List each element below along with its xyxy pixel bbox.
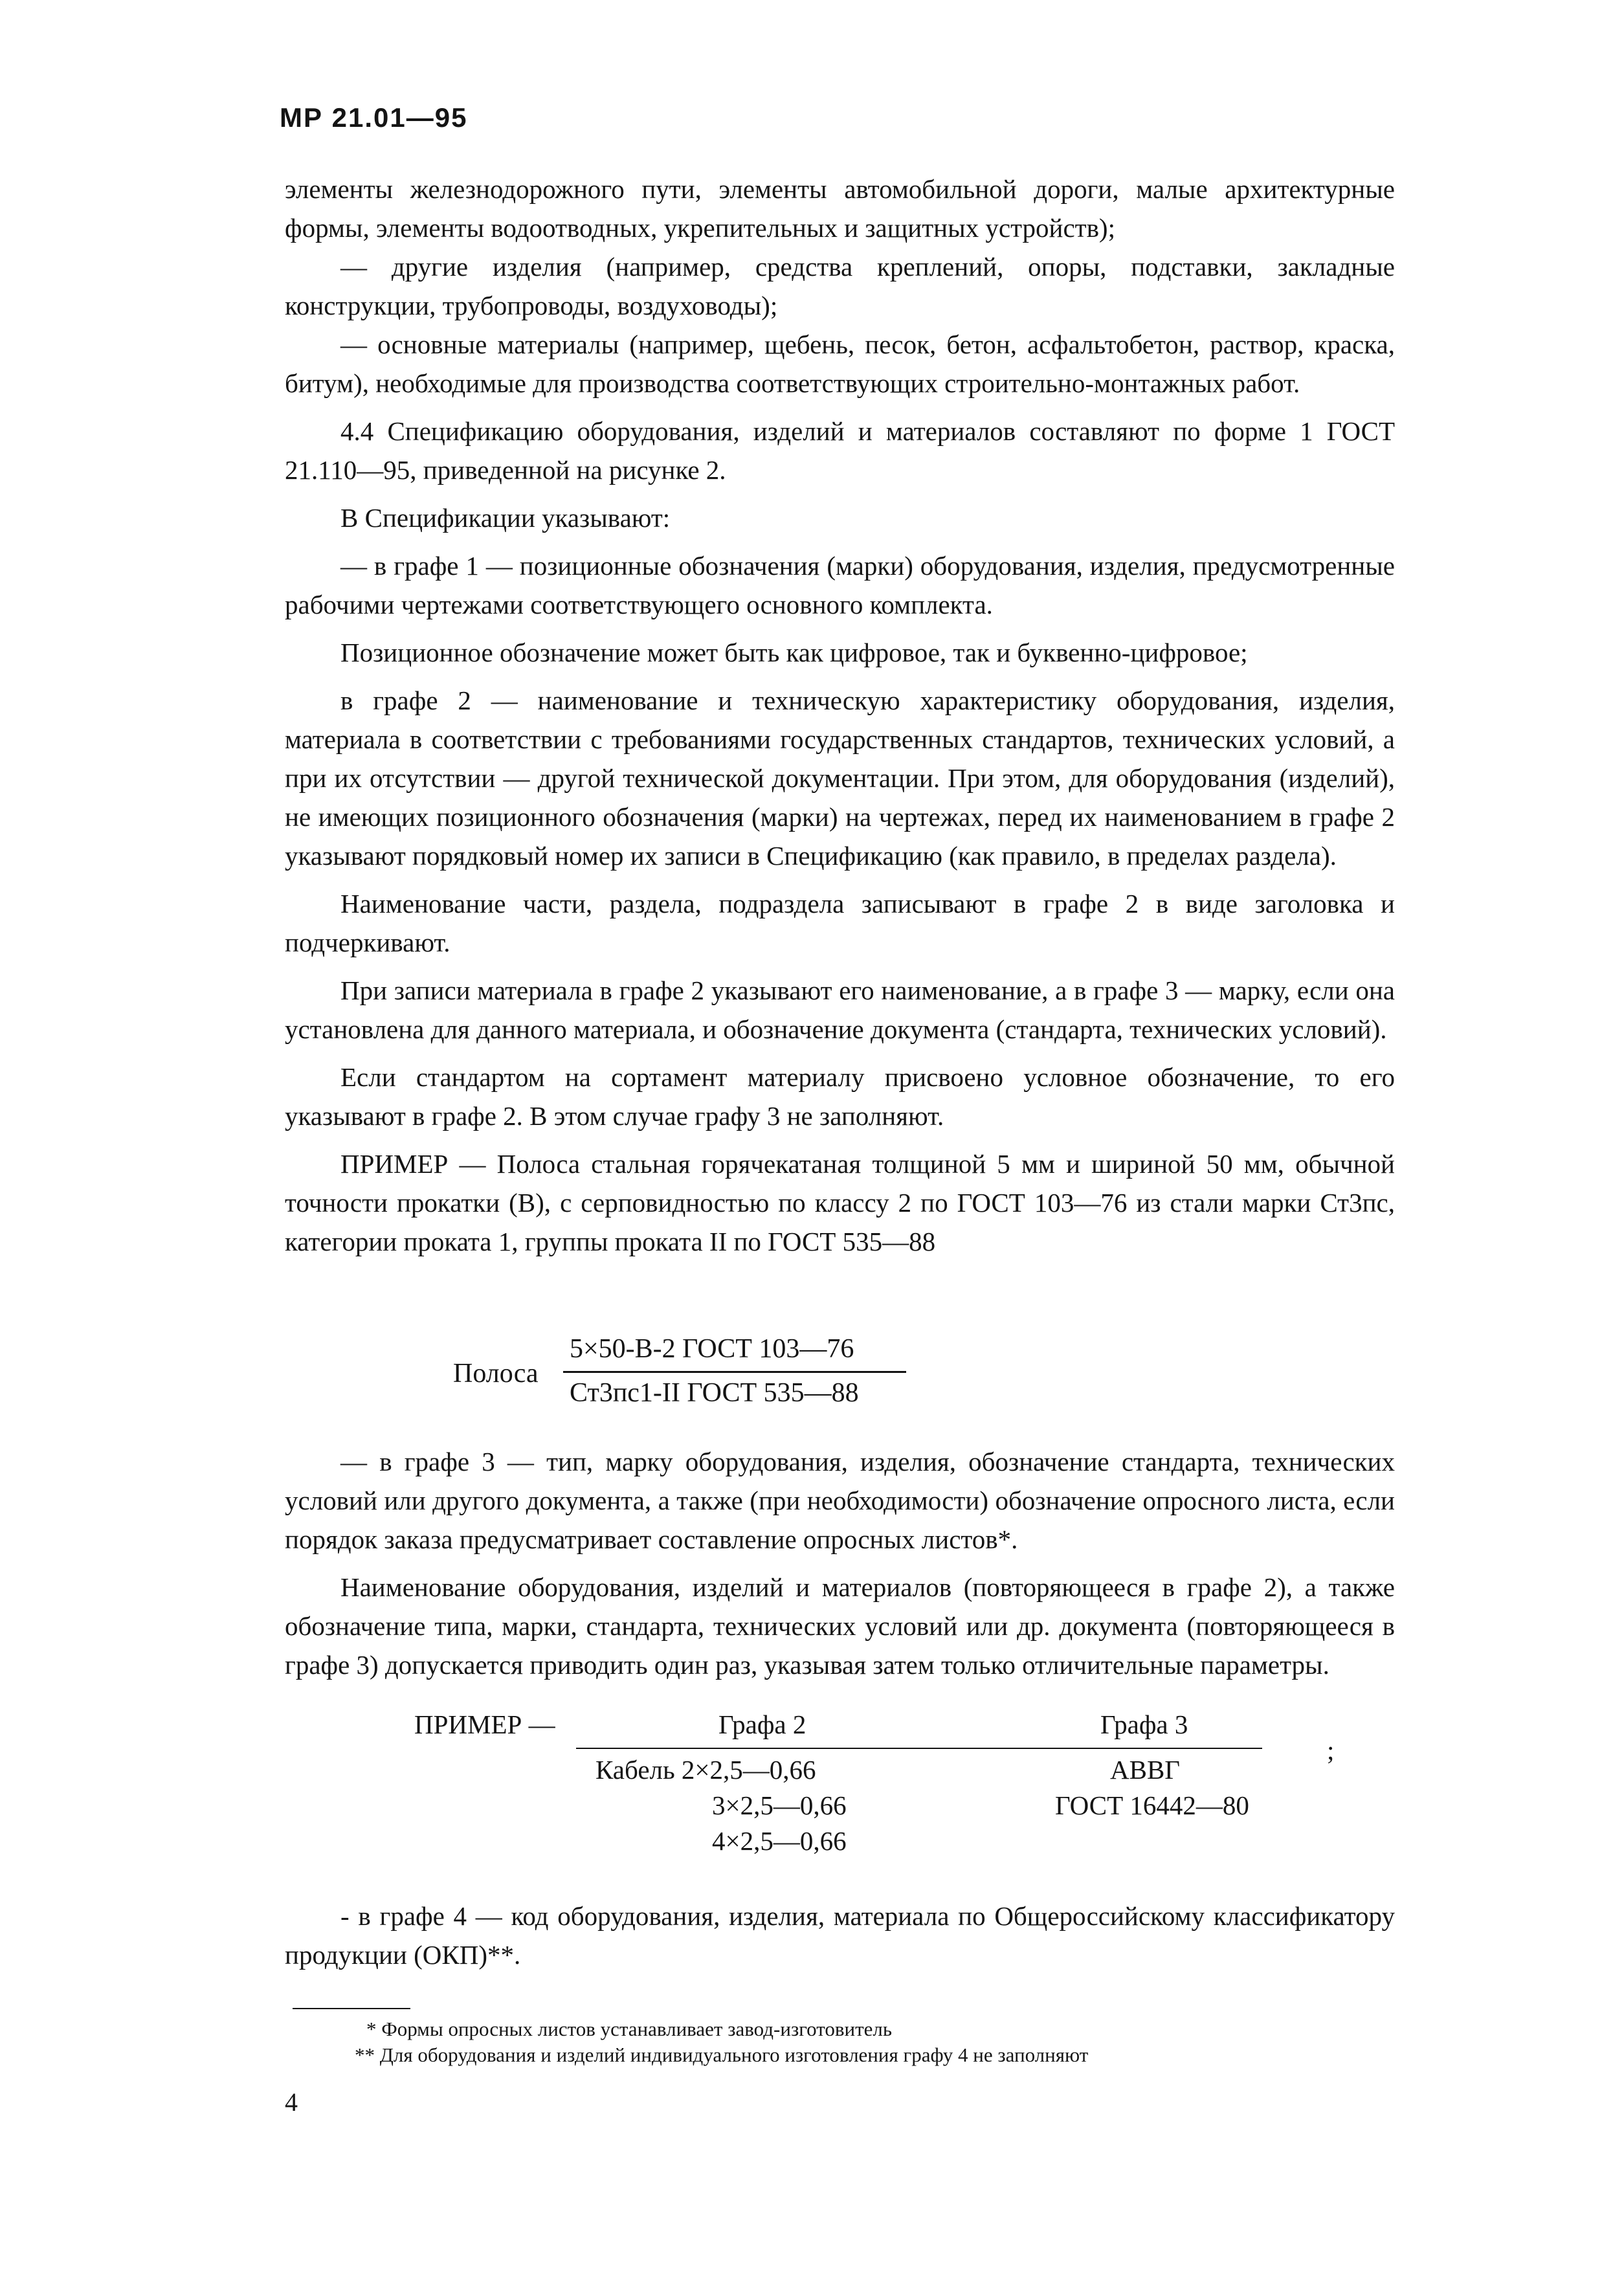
- table-cell: 4×2,5—0,66: [712, 1826, 847, 1856]
- example-table: [414, 1709, 1385, 1864]
- paragraph: Позиционное обозначение может быть как цифровое, так и буквенно-цифровое;: [340, 638, 1248, 667]
- table-cell: 3×2,5—0,66: [712, 1790, 847, 1820]
- paragraph: При записи материала в графе 2 указывают его наименование, а в графе 3 — марку, если она установлена для данного материала, и обозначение документа (стандарта, технических условий).: [285, 975, 1395, 1044]
- column-header-graph-2: Графа 2: [718, 1709, 806, 1739]
- fraction-example: [453, 1333, 919, 1418]
- paragraph: — в графе 3 — тип, марку оборудования, изделия, обозначение стандарта, технических условий или другого документа, а также (при необходимости) обозначение опросного листа, если порядок заказа предусматривает составление опросных листов*.: [285, 1447, 1395, 1554]
- paragraph: в графе 2 — наименование и техническую характеристику оборудования, изделия, материала в соответствии с требованиями государственных стандартов, технических условий, а при их отсутствии — другой технической документации. При этом, для оборудования (изделий), не имеющих позиционного обозначения (марки) на чертежах, перед их наименованием в графе 2 указывают порядковый номер их записи в Спецификацию (как правило, в пределах раздела).: [285, 685, 1395, 871]
- fraction-numerator: 5×50-В-2 ГОСТ 103—76: [570, 1334, 854, 1364]
- paragraph: — в графе 1 — позиционные обозначения (марки) оборудования, изделия, предусмотренные рабочими чертежами соответствующего основного комплекта.: [285, 551, 1395, 619]
- footnote: ** Для оборудования и изделий индивидуального изготовления графу 4 не заполняют: [355, 2044, 1089, 2066]
- fraction-bar: [563, 1371, 906, 1373]
- main-text-continued: [285, 1442, 1395, 1684]
- paragraph: элементы железнодорожного пути, элементы автомобильной дороги, малые архитектурные формы, элементы водоотводных, укрепительных и защитных устройств);: [285, 174, 1395, 243]
- example-label: ПРИМЕР —: [414, 1709, 555, 1739]
- document-code-header: МР 21.01—95: [280, 102, 468, 133]
- paragraph: Если стандартом на сортамент материалу присвоено условное обозначение, то его указывают в графе 2. В этом случае графу 3 не заполняют.: [285, 1062, 1395, 1131]
- example-paragraph: ПРИМЕР — Полоса стальная горячекатаная толщиной 5 мм и шириной 50 мм, обычной точности прокатки (В), с серповидностью по классу 2 по ГОСТ 103—76 из стали марки Ст3пс, категории проката 1, группы проката II по ГОСТ 535—88: [285, 1149, 1395, 1256]
- column-header-graph-3: Графа 3: [1100, 1709, 1188, 1739]
- footnotes: [285, 2016, 1395, 2068]
- graph-4-paragraph: [285, 1897, 1395, 1974]
- footnote: * Формы опросных листов устанавливает завод-изготовитель: [366, 2018, 893, 2040]
- footnote-separator: [293, 2008, 410, 2009]
- header-rule: [576, 1748, 1262, 1749]
- table-cell: ГОСТ 16442—80: [1055, 1790, 1249, 1820]
- table-cell: АВВГ: [1110, 1755, 1181, 1785]
- fraction-denominator: Ст3пс1-II ГОСТ 535—88: [570, 1378, 859, 1408]
- paragraph: 4.4 Спецификацию оборудования, изделий и материалов составляют по форме 1 ГОСТ 21.110—95, приведенной на рисунке 2.: [285, 416, 1395, 485]
- page-number: 4: [285, 2088, 298, 2117]
- fraction-label: Полоса: [453, 1359, 539, 1388]
- paragraph: Наименование части, раздела, подраздела записывают в графе 2 в виде заголовка и подчеркивают.: [285, 889, 1395, 957]
- paragraph: — основные материалы (например, щебень, песок, бетон, асфальтобетон, раствор, краска, битум), необходимые для производства соответствующих строительно-монтажных работ.: [285, 329, 1395, 398]
- paragraph: В Спецификации указывают:: [340, 503, 671, 533]
- main-text: [285, 170, 1395, 1261]
- paragraph: - в графе 4 — код оборудования, изделия, материала по Общероссийскому классификатору продукции (ОКП)**.: [285, 1901, 1395, 1970]
- trailing-semicolon: ;: [1327, 1735, 1335, 1765]
- paragraph: — другие изделия (например, средства креплений, опоры, подставки, закладные конструкции, трубопроводы, воздуховоды);: [285, 252, 1395, 320]
- paragraph: Наименование оборудования, изделий и материалов (повторяющееся в графе 2), а также обозначение типа, марки, стандарта, технических условий или др. документа (повторяющееся в графе 3) допускается приводить один раз, указывая затем только отличительные параметры.: [285, 1572, 1395, 1680]
- table-cell: Кабель 2×2,5—0,66: [595, 1755, 816, 1785]
